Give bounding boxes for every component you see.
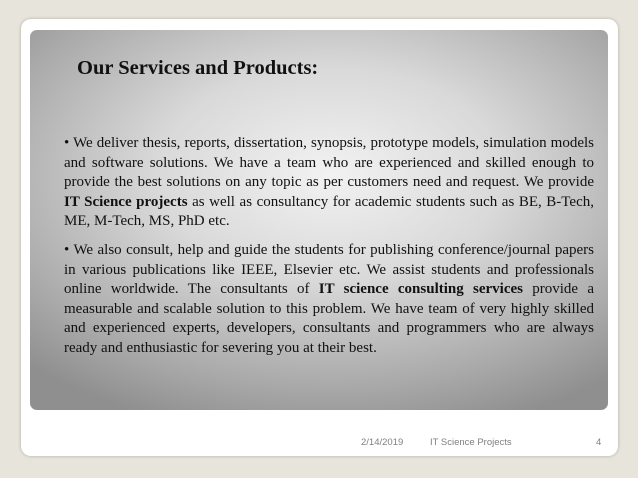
footer-date: 2/14/2019: [361, 437, 404, 448]
services-paragraph: [64, 134, 594, 232]
paragraph-text: We deliver thesis, reports, dissertation, synopsis, prototype models, simulation models and software solutions. We have a team who are experienced and skilled enough to provide the best solutions on any topic as per customers need and request. We provide: [64, 135, 594, 191]
highlight-text: IT science consulting services: [318, 281, 523, 298]
slide-number: 4: [596, 437, 602, 448]
paragraph-text: as well as consultancy for academic students such as BE, B-Tech, ME, M-Tech, MS, PhD etc.: [64, 193, 594, 230]
paragraph-text: provide a measurable and scalable solution to this problem. We have team of very highly skilled and experienced experts, developers, consultants and programmers who are always ready and enthusiastic for severing you at their best.: [64, 281, 595, 356]
footer-title: IT Science Projects: [430, 437, 512, 448]
highlight-text: IT Science projects: [64, 193, 188, 210]
bullet: •: [64, 135, 70, 151]
paragraph-text: We also consult, help and guide the students for publishing conference/journal papers in various publications like IEEE, Elsevier etc. We assist students and professionals online worldwide. The consultants of: [64, 242, 594, 298]
consulting-paragraph: [64, 241, 594, 359]
slide-title: Our Services and Products:: [77, 57, 319, 79]
bullet: •: [64, 242, 70, 258]
